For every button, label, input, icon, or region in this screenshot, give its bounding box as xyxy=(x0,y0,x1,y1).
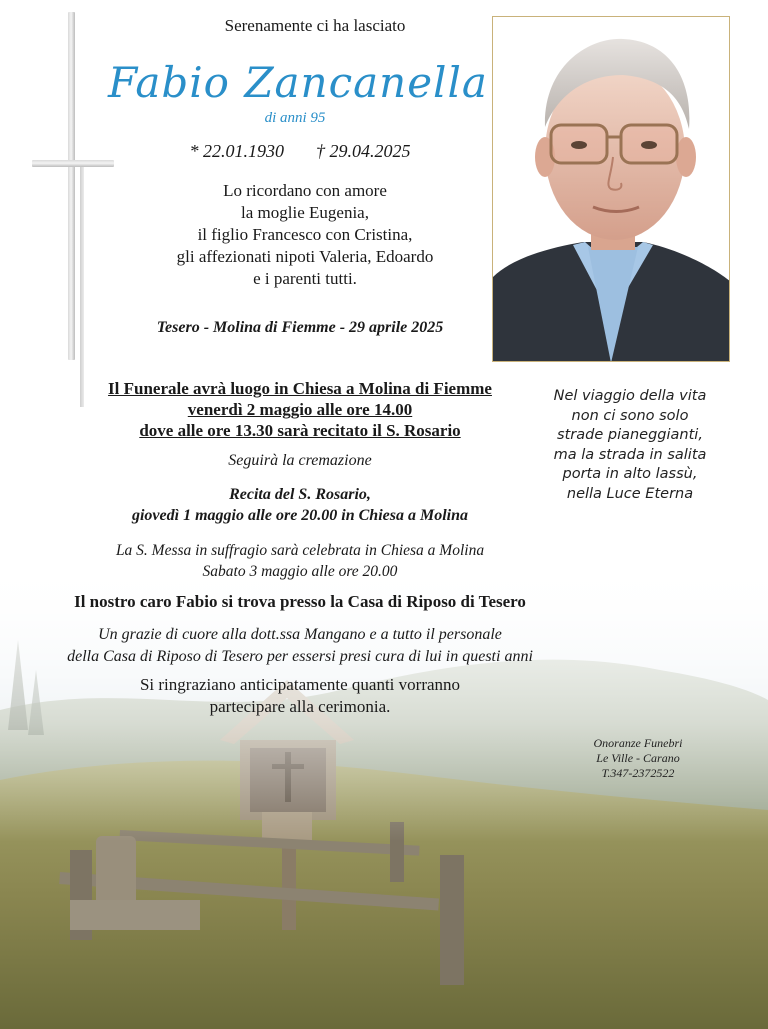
age-text: di anni 95 xyxy=(264,110,326,126)
cremation-note: Seguirà la cremazione xyxy=(228,452,372,469)
death-date: † 29.04.2025 xyxy=(316,141,411,161)
place-date: Tesero - Molina di Fiemme - 29 aprile 2025 xyxy=(156,319,444,336)
rosary-line: giovedì 1 maggio alle ore 20.00 in Chiesa a Molina xyxy=(131,507,468,524)
mourners-line: e i parenti tutti. xyxy=(253,269,357,288)
intro-text: Serenamente ci ha lasciato xyxy=(224,16,406,35)
location-note: Il nostro caro Fabio si trova presso la Casa di Riposo di Tesero xyxy=(74,592,526,611)
undertaker-line: T.347-2372522 xyxy=(601,766,675,780)
mourners-line: Lo ricordano con amore xyxy=(223,181,387,200)
poem xyxy=(520,387,740,504)
poem-line: non ci sono solo xyxy=(571,407,689,424)
undertaker-info xyxy=(548,736,728,781)
rosary-info xyxy=(80,484,520,526)
poem-line: strade pianeggianti, xyxy=(557,427,703,443)
poem-line: Nel viaggio della vita xyxy=(553,388,707,404)
undertaker-line: Onoranze Funebri xyxy=(593,736,683,750)
closing-line: Si ringraziano anticipatamente quanti vorranno xyxy=(139,675,461,694)
closing-note xyxy=(80,674,520,718)
funeral-line: venerdì 2 maggio alle ore 14.00 xyxy=(187,400,413,419)
mass-line: Sabato 3 maggio alle ore 20.00 xyxy=(202,563,398,580)
funeral-line: Il Funerale avrà luogo in Chiesa a Molina di Fiemme xyxy=(108,379,492,398)
thanks-note xyxy=(20,624,580,668)
mourners-list xyxy=(140,180,470,290)
cross-icon-arm xyxy=(32,160,114,167)
mass-line: La S. Messa in suffragio sarà celebrata in Chiesa a Molina xyxy=(115,542,485,559)
portrait-photo xyxy=(492,16,730,362)
mass-info xyxy=(60,540,540,582)
life-dates xyxy=(150,141,450,162)
funeral-info xyxy=(60,378,540,441)
thanks-line: della Casa di Riposo di Tesero per essersi presi cura di lui in questi anni xyxy=(67,648,533,665)
cross-icon xyxy=(68,12,75,360)
birth-date: * 22.01.1930 xyxy=(189,141,284,161)
undertaker-line: Le Ville - Carano xyxy=(596,751,680,765)
rosary-line: Recita del S. Rosario, xyxy=(229,486,371,503)
closing-line: partecipare alla cerimonia. xyxy=(209,697,391,716)
mourners-line: il figlio Francesco con Cristina, xyxy=(197,225,413,244)
poem-line: nella Luce Eterna xyxy=(566,485,694,502)
thanks-line: Un grazie di cuore alla dott.ssa Mangano e a tutto il personale xyxy=(98,626,502,643)
mourners-line: gli affezionati nipoti Valeria, Edoardo xyxy=(176,247,434,266)
poem-line: ma la strada in salita xyxy=(553,446,707,463)
poem-line: porta in alto lassù, xyxy=(562,466,698,482)
deceased-name: Fabio Zancanella xyxy=(108,58,488,107)
funeral-line: dove alle ore 13.30 sarà recitato il S. Rosario xyxy=(139,421,461,440)
cross-icon-shadow xyxy=(80,167,84,407)
mourners-line: la moglie Eugenia, xyxy=(241,203,369,222)
